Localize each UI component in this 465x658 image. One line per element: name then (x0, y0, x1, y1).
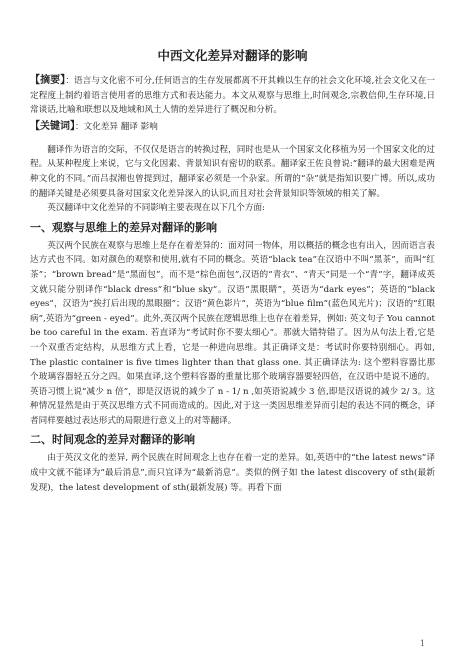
section-1-paragraph: 英汉两个民族在观察与思维上是存在着差异的：面对同一物体，用以概括的概念也有出入，因而语言表达方式也不同。如对颜色的观察和使用,就有不同的概念。英语“black tea”在汉语中不叫“黑茶”，而叫“红茶”；“brown bread”是“黑面包”，而不是“棕色面包”,汉语的“青衣”、“青天”同是一个“青”字，翻译成英文就只能分别译作“black dress”和“blue sky”。汉语“黑眼睛”，英语为“dark eyes”；英语的“black eyes”，汉语为“挨打后出现的黑眼圈”；汉语“黄色影片”，英语为“blue film”(蓝色风光片)；汉语的“红眼病”,英语为“green - eyed”。此外,英汉两个民族在逻辑思维上也存在着差异，例如: 英文句子 You cannot be too careful in the exam. 若直译为“考试时你不要太细心”。那就大错特错了。因为从句法上看,它是一个双重否定结构，从思维方式上看，它是一种进向思维。其正确译文是：考试时你要特别细心。再如, The plastic container is five times lighter than that glass one. 其正确译法为: 这个塑料容器比那个玻璃容器轻五分之四。如果直译,这个塑料容器的重量比那个玻璃容器要轻四倍，在汉语中是说不通的。英语习惯上说“减少 n 倍”，即是汉语说的减少了 n - 1/ n ,如英语说减少 3 倍,即是汉语说的减少 2/ 3。这种情况显然是由于英汉思维方式不同而造成的。因此,对于这一类因思维差异而引起的表达不同的概念，译者同样要越过表达形式的局限进行意义上的对等翻译。 (30, 240, 435, 426)
intro-paragraph-1: 翻译作为语言的交际，不仅仅是语言的转换过程，同时也是从一个国家文化移植为另一个国家文化的过程。从某种程度上来说，它与文化因素、背景知识有密切的联系。翻译家王佐良曾说:“翻译的最大困难是两种文化的不同。”而吕叔湘也曾提到过，翻译家必须是一个杂家。所谓的“杂”就是指知识要广博。所以,成功的翻译关键是必须要具备对国家文化差异深入的认识,而且对社会背景知识等领域的相关了解。 (30, 144, 435, 199)
keywords-paragraph (30, 119, 435, 135)
abstract-label: 【摘要】 (30, 75, 66, 86)
intro-paragraph-2: 英汉翻译中文化差异的不同影响主要表现在以下几个方面: (47, 203, 265, 214)
keywords-label: 【关键词】 (30, 120, 75, 132)
keywords-text: ：文化差异 翻译 影响 (75, 121, 158, 132)
section-1-heading: 一、观察与思维上的差异对翻译的影响 (30, 220, 217, 234)
abstract-paragraph (30, 74, 435, 118)
section-2-paragraph: 由于英汉文化的差异, 两个民族在时间观念上也存在着一定的差异。如,英语中的“the latest news”译成中文就不能译为“最后消息”,而只宜译为“最新消息”。类似的例子如 the latest discovery of sth(最新发现)，the latest development of sth(最新发展) 等。再看下面 (30, 453, 435, 493)
page-title: 中西文化差异对翻译的影响 (157, 48, 308, 63)
abstract-text: ：语言与文化密不可分,任何语言的生存发展都离不开其赖以生存的社会文化环境,社会文化又在一定程度上制约着语言使用者的思维方式和表达能力。本文从观察与思维上,时间观念,宗教信仰,生存环境,日常谈话,比喻和联想以及地域和风土人情的差异进行了概况和分析。 (30, 76, 436, 116)
section-2-heading: 二、时间观念的差异对翻译的影响 (30, 433, 195, 447)
page-number: 1 (419, 639, 425, 648)
